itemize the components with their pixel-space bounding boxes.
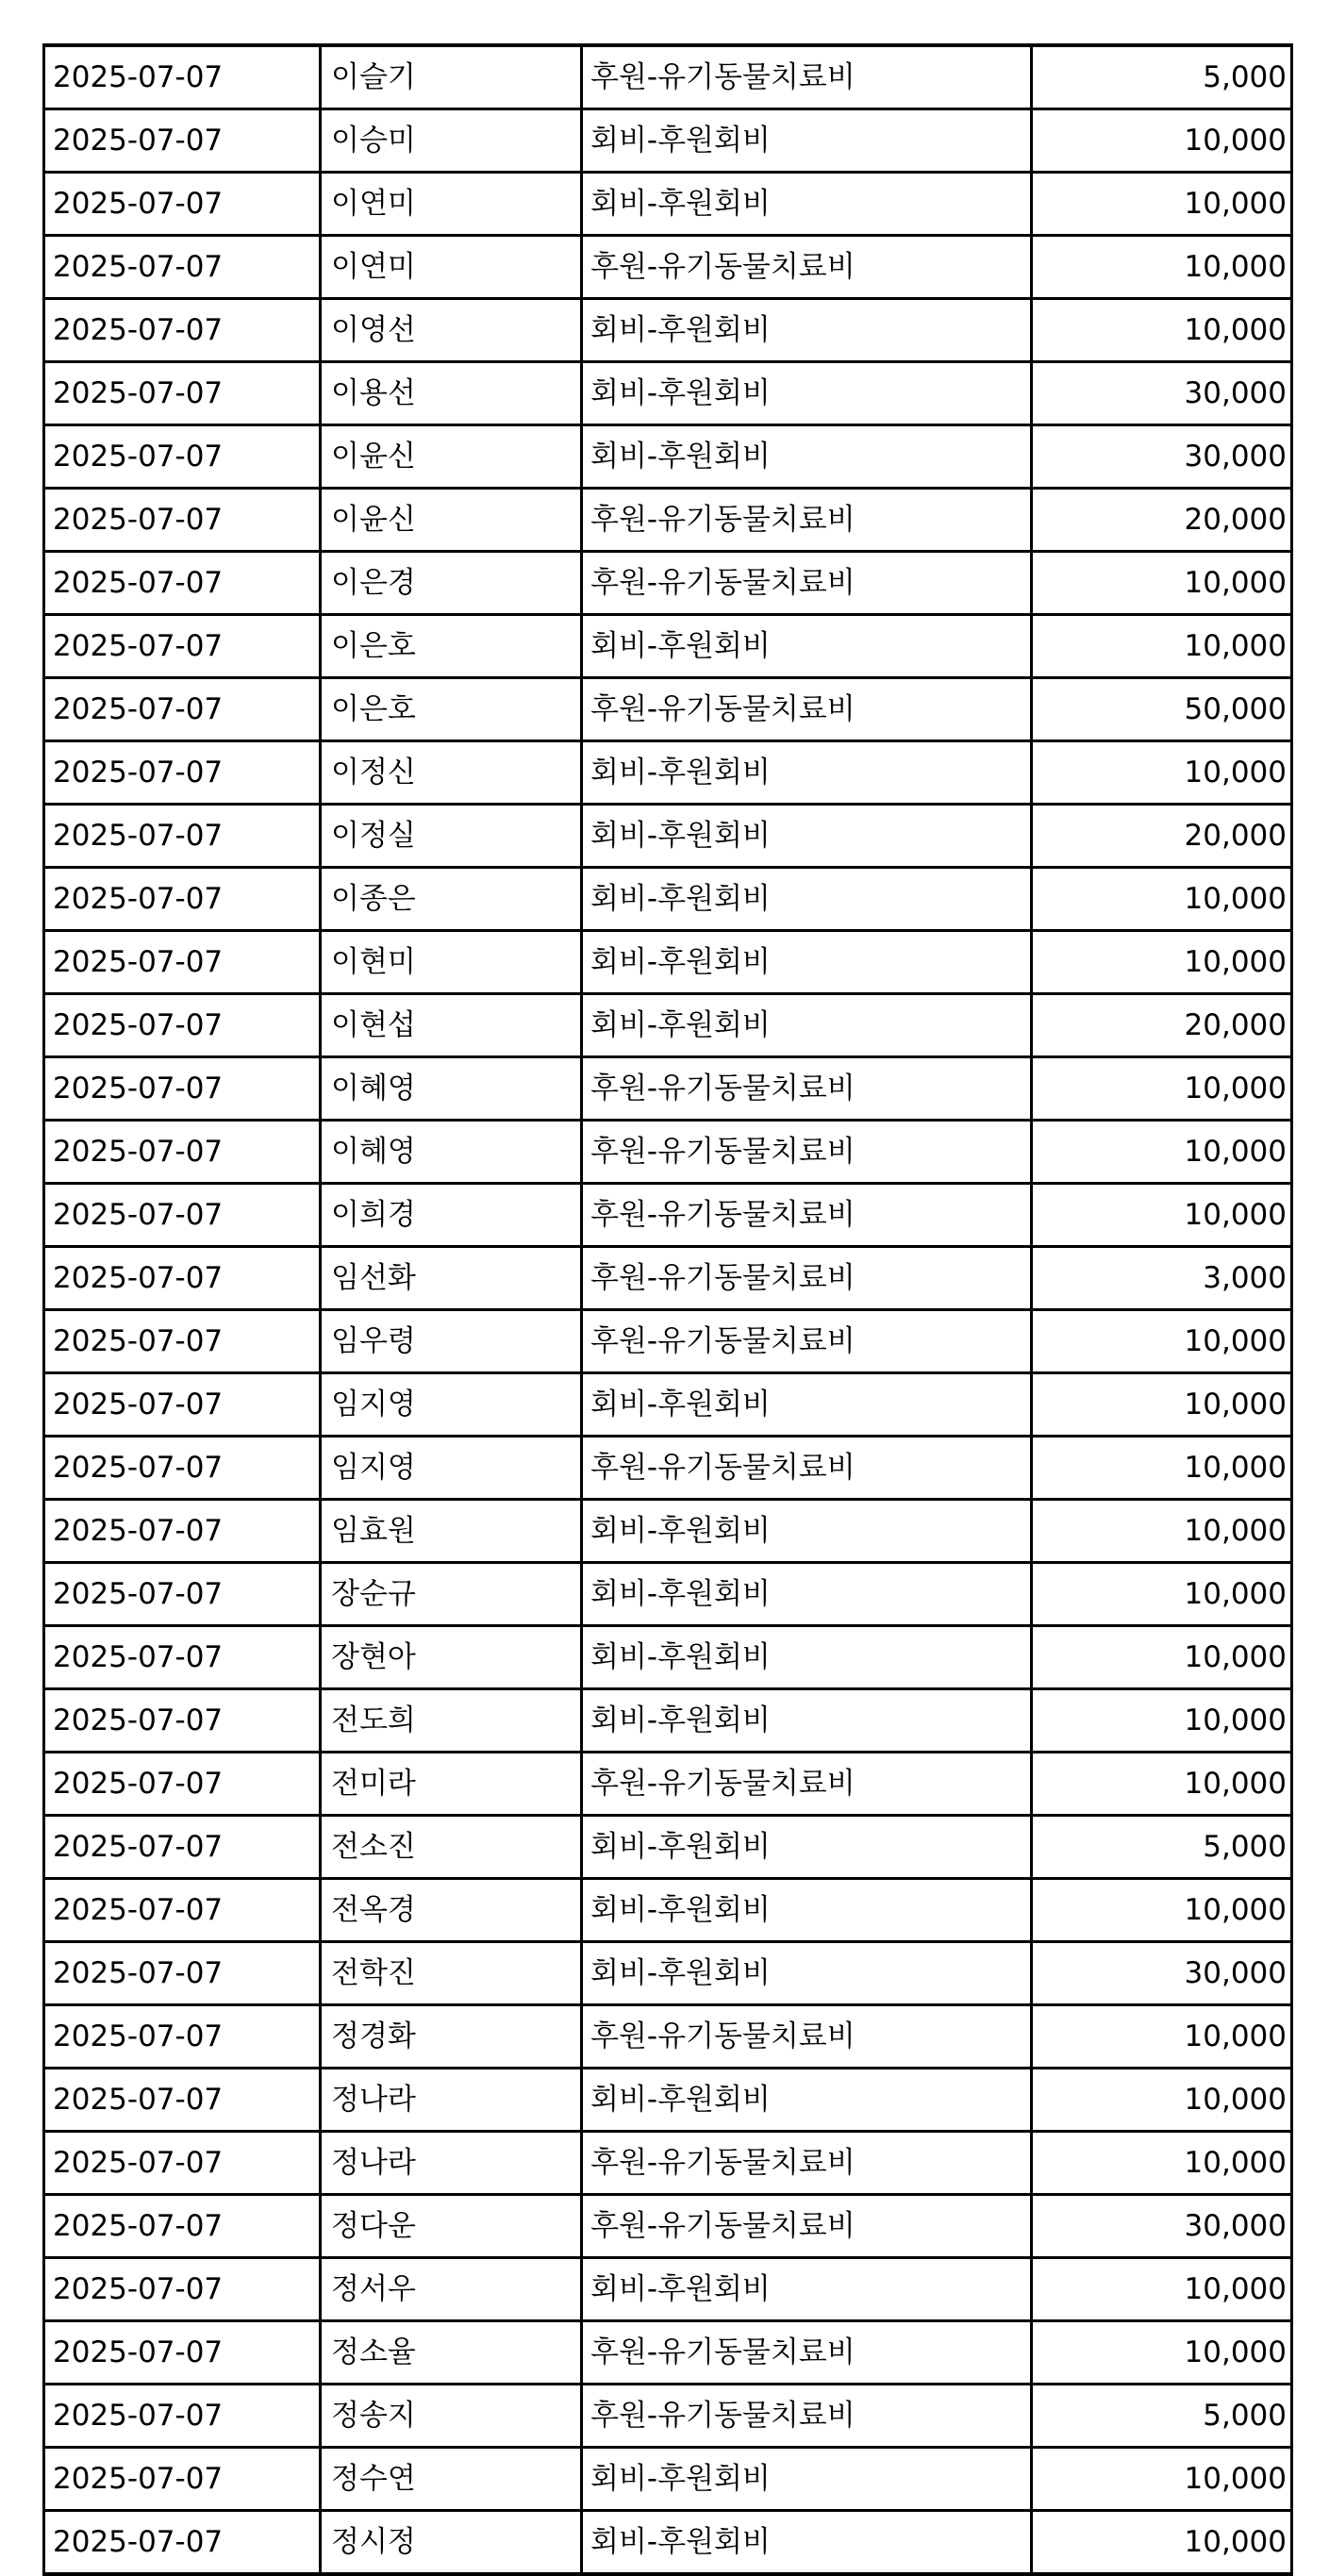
table-row: [44, 1437, 1292, 1500]
donor-name-cell: 이혜영: [321, 1121, 582, 1184]
amount-cell: 10,000: [1032, 109, 1292, 173]
table-row: [44, 362, 1292, 425]
amount-cell: 50,000: [1032, 678, 1292, 741]
donor-name-cell: 정송지: [321, 2385, 582, 2448]
amount-cell: 10,000: [1032, 1057, 1292, 1121]
category-cell: 후원-유기동물치료비: [582, 1437, 1032, 1500]
amount-cell: 10,000: [1032, 299, 1292, 362]
table-row: [44, 45, 1292, 109]
date-cell: 2025-07-07: [44, 1247, 321, 1310]
date-cell: 2025-07-07: [44, 1184, 321, 1247]
category-cell: 후원-유기동물치료비: [582, 1753, 1032, 1816]
amount-cell: 10,000: [1032, 2448, 1292, 2511]
donor-name-cell: 정경화: [321, 2005, 582, 2069]
amount-cell: 10,000: [1032, 2258, 1292, 2321]
date-cell: 2025-07-07: [44, 2132, 321, 2195]
amount-cell: 5,000: [1032, 45, 1292, 109]
date-cell: 2025-07-07: [44, 1689, 321, 1753]
date-cell: 2025-07-07: [44, 1942, 321, 2005]
table-row: [44, 1753, 1292, 1816]
amount-cell: 30,000: [1032, 2195, 1292, 2258]
table-row: [44, 2132, 1292, 2195]
amount-cell: 10,000: [1032, 1689, 1292, 1753]
donor-name-cell: 이종은: [321, 868, 582, 931]
amount-cell: 30,000: [1032, 362, 1292, 425]
amount-cell: 10,000: [1032, 1753, 1292, 1816]
table-row: [44, 109, 1292, 173]
category-cell: 후원-유기동물치료비: [582, 1310, 1032, 1373]
category-cell: 회비-후원회비: [582, 362, 1032, 425]
category-cell: 회비-후원회비: [582, 1626, 1032, 1689]
date-cell: 2025-07-07: [44, 425, 321, 489]
table-row: [44, 615, 1292, 678]
donor-name-cell: 이용선: [321, 362, 582, 425]
amount-cell: 10,000: [1032, 552, 1292, 615]
category-cell: 회비-후원회비: [582, 1500, 1032, 1563]
date-cell: 2025-07-07: [44, 489, 321, 552]
amount-cell: 10,000: [1032, 1121, 1292, 1184]
donor-name-cell: 임선화: [321, 1247, 582, 1310]
date-cell: 2025-07-07: [44, 2069, 321, 2132]
table-row: [44, 868, 1292, 931]
category-cell: 회비-후원회비: [582, 1942, 1032, 2005]
amount-cell: 10,000: [1032, 615, 1292, 678]
donor-name-cell: 이정실: [321, 805, 582, 868]
table-row: [44, 2511, 1292, 2575]
category-cell: 회비-후원회비: [582, 805, 1032, 868]
donor-name-cell: 이승미: [321, 109, 582, 173]
donor-name-cell: 이연미: [321, 173, 582, 236]
donor-name-cell: 정소율: [321, 2321, 582, 2385]
donor-name-cell: 이희경: [321, 1184, 582, 1247]
donor-name-cell: 전옥경: [321, 1879, 582, 1942]
table-row: [44, 1500, 1292, 1563]
donor-name-cell: 정시정: [321, 2511, 582, 2575]
date-cell: 2025-07-07: [44, 1310, 321, 1373]
category-cell: 후원-유기동물치료비: [582, 2321, 1032, 2385]
category-cell: 회비-후원회비: [582, 868, 1032, 931]
amount-cell: 10,000: [1032, 1626, 1292, 1689]
donation-ledger-table: [42, 43, 1293, 2576]
date-cell: 2025-07-07: [44, 678, 321, 741]
category-cell: 회비-후원회비: [582, 2258, 1032, 2321]
date-cell: 2025-07-07: [44, 2385, 321, 2448]
amount-cell: 10,000: [1032, 931, 1292, 994]
amount-cell: 10,000: [1032, 173, 1292, 236]
table-row: [44, 2005, 1292, 2069]
table-row: [44, 1816, 1292, 1879]
category-cell: 회비-후원회비: [582, 615, 1032, 678]
date-cell: 2025-07-07: [44, 2321, 321, 2385]
date-cell: 2025-07-07: [44, 2258, 321, 2321]
table-row: [44, 299, 1292, 362]
donor-name-cell: 이윤신: [321, 425, 582, 489]
date-cell: 2025-07-07: [44, 1057, 321, 1121]
amount-cell: 5,000: [1032, 2385, 1292, 2448]
date-cell: 2025-07-07: [44, 1816, 321, 1879]
amount-cell: 30,000: [1032, 425, 1292, 489]
amount-cell: 10,000: [1032, 1437, 1292, 1500]
category-cell: 후원-유기동물치료비: [582, 1057, 1032, 1121]
amount-cell: 10,000: [1032, 1500, 1292, 1563]
table-row: [44, 2069, 1292, 2132]
category-cell: 회비-후원회비: [582, 2448, 1032, 2511]
table-row: [44, 1373, 1292, 1437]
date-cell: 2025-07-07: [44, 741, 321, 805]
category-cell: 회비-후원회비: [582, 741, 1032, 805]
date-cell: 2025-07-07: [44, 805, 321, 868]
donor-name-cell: 전소진: [321, 1816, 582, 1879]
category-cell: 후원-유기동물치료비: [582, 2132, 1032, 2195]
donor-name-cell: 정나라: [321, 2069, 582, 2132]
category-cell: 후원-유기동물치료비: [582, 678, 1032, 741]
date-cell: 2025-07-07: [44, 299, 321, 362]
category-cell: 회비-후원회비: [582, 2069, 1032, 2132]
amount-cell: 30,000: [1032, 1942, 1292, 2005]
table-row: [44, 1121, 1292, 1184]
donor-name-cell: 임지영: [321, 1437, 582, 1500]
table-row: [44, 425, 1292, 489]
table-row: [44, 236, 1292, 299]
table-row: [44, 1626, 1292, 1689]
category-cell: 회비-후원회비: [582, 1563, 1032, 1626]
amount-cell: 10,000: [1032, 2321, 1292, 2385]
category-cell: 회비-후원회비: [582, 109, 1032, 173]
table-row: [44, 1689, 1292, 1753]
date-cell: 2025-07-07: [44, 45, 321, 109]
table-row: [44, 1310, 1292, 1373]
category-cell: 회비-후원회비: [582, 2511, 1032, 2575]
category-cell: 회비-후원회비: [582, 931, 1032, 994]
category-cell: 후원-유기동물치료비: [582, 236, 1032, 299]
category-cell: 회비-후원회비: [582, 173, 1032, 236]
table-row: [44, 1247, 1292, 1310]
category-cell: 회비-후원회비: [582, 1816, 1032, 1879]
donor-name-cell: 이영선: [321, 299, 582, 362]
donor-name-cell: 이혜영: [321, 1057, 582, 1121]
category-cell: 회비-후원회비: [582, 994, 1032, 1057]
amount-cell: 5,000: [1032, 1816, 1292, 1879]
amount-cell: 20,000: [1032, 994, 1292, 1057]
donor-name-cell: 이슬기: [321, 45, 582, 109]
donor-name-cell: 정서우: [321, 2258, 582, 2321]
category-cell: 후원-유기동물치료비: [582, 2195, 1032, 2258]
donor-name-cell: 장순규: [321, 1563, 582, 1626]
amount-cell: 10,000: [1032, 1563, 1292, 1626]
date-cell: 2025-07-07: [44, 1437, 321, 1500]
donor-name-cell: 임우령: [321, 1310, 582, 1373]
date-cell: 2025-07-07: [44, 868, 321, 931]
table-row: [44, 1563, 1292, 1626]
donor-name-cell: 전도희: [321, 1689, 582, 1753]
table-row: [44, 2385, 1292, 2448]
table-row: [44, 2321, 1292, 2385]
date-cell: 2025-07-07: [44, 2448, 321, 2511]
date-cell: 2025-07-07: [44, 1753, 321, 1816]
date-cell: 2025-07-07: [44, 1500, 321, 1563]
amount-cell: 10,000: [1032, 1879, 1292, 1942]
date-cell: 2025-07-07: [44, 109, 321, 173]
date-cell: 2025-07-07: [44, 173, 321, 236]
table-row: [44, 1942, 1292, 2005]
donor-name-cell: 이연미: [321, 236, 582, 299]
category-cell: 후원-유기동물치료비: [582, 552, 1032, 615]
date-cell: 2025-07-07: [44, 994, 321, 1057]
category-cell: 회비-후원회비: [582, 1879, 1032, 1942]
table-row: [44, 678, 1292, 741]
date-cell: 2025-07-07: [44, 552, 321, 615]
category-cell: 후원-유기동물치료비: [582, 1247, 1032, 1310]
date-cell: 2025-07-07: [44, 1626, 321, 1689]
table-row: [44, 489, 1292, 552]
amount-cell: 10,000: [1032, 1373, 1292, 1437]
amount-cell: 10,000: [1032, 2069, 1292, 2132]
donor-name-cell: 이현섭: [321, 994, 582, 1057]
donor-name-cell: 이정신: [321, 741, 582, 805]
category-cell: 회비-후원회비: [582, 1689, 1032, 1753]
amount-cell: 10,000: [1032, 236, 1292, 299]
amount-cell: 10,000: [1032, 1310, 1292, 1373]
ledger-body: [44, 45, 1292, 2574]
table-row: [44, 994, 1292, 1057]
date-cell: 2025-07-07: [44, 236, 321, 299]
donor-name-cell: 이은호: [321, 678, 582, 741]
date-cell: 2025-07-07: [44, 931, 321, 994]
donor-name-cell: 이현미: [321, 931, 582, 994]
amount-cell: 10,000: [1032, 2005, 1292, 2069]
date-cell: 2025-07-07: [44, 2005, 321, 2069]
donor-name-cell: 전학진: [321, 1942, 582, 2005]
date-cell: 2025-07-07: [44, 615, 321, 678]
date-cell: 2025-07-07: [44, 2195, 321, 2258]
table-row: [44, 1057, 1292, 1121]
category-cell: 후원-유기동물치료비: [582, 2005, 1032, 2069]
amount-cell: 10,000: [1032, 2132, 1292, 2195]
table-row: [44, 173, 1292, 236]
date-cell: 2025-07-07: [44, 1121, 321, 1184]
category-cell: 후원-유기동물치료비: [582, 2385, 1032, 2448]
table-row: [44, 741, 1292, 805]
category-cell: 후원-유기동물치료비: [582, 489, 1032, 552]
amount-cell: 3,000: [1032, 1247, 1292, 1310]
table-row: [44, 2195, 1292, 2258]
amount-cell: 10,000: [1032, 868, 1292, 931]
category-cell: 회비-후원회비: [582, 1373, 1032, 1437]
table-row: [44, 1879, 1292, 1942]
donor-name-cell: 장현아: [321, 1626, 582, 1689]
date-cell: 2025-07-07: [44, 1879, 321, 1942]
date-cell: 2025-07-07: [44, 2511, 321, 2575]
amount-cell: 20,000: [1032, 489, 1292, 552]
table-row: [44, 931, 1292, 994]
amount-cell: 20,000: [1032, 805, 1292, 868]
table-row: [44, 552, 1292, 615]
donor-name-cell: 전미라: [321, 1753, 582, 1816]
table-row: [44, 2258, 1292, 2321]
donor-name-cell: 이은경: [321, 552, 582, 615]
amount-cell: 10,000: [1032, 2511, 1292, 2575]
category-cell: 회비-후원회비: [582, 299, 1032, 362]
donor-name-cell: 정나라: [321, 2132, 582, 2195]
donor-name-cell: 이윤신: [321, 489, 582, 552]
date-cell: 2025-07-07: [44, 1373, 321, 1437]
category-cell: 후원-유기동물치료비: [582, 1184, 1032, 1247]
donor-name-cell: 임효원: [321, 1500, 582, 1563]
donor-name-cell: 정다운: [321, 2195, 582, 2258]
amount-cell: 10,000: [1032, 1184, 1292, 1247]
date-cell: 2025-07-07: [44, 1563, 321, 1626]
amount-cell: 10,000: [1032, 741, 1292, 805]
date-cell: 2025-07-07: [44, 362, 321, 425]
category-cell: 후원-유기동물치료비: [582, 1121, 1032, 1184]
table-row: [44, 1184, 1292, 1247]
donor-name-cell: 임지영: [321, 1373, 582, 1437]
category-cell: 후원-유기동물치료비: [582, 45, 1032, 109]
donor-name-cell: 이은호: [321, 615, 582, 678]
table-row: [44, 2448, 1292, 2511]
table-row: [44, 805, 1292, 868]
donor-name-cell: 정수연: [321, 2448, 582, 2511]
category-cell: 회비-후원회비: [582, 425, 1032, 489]
